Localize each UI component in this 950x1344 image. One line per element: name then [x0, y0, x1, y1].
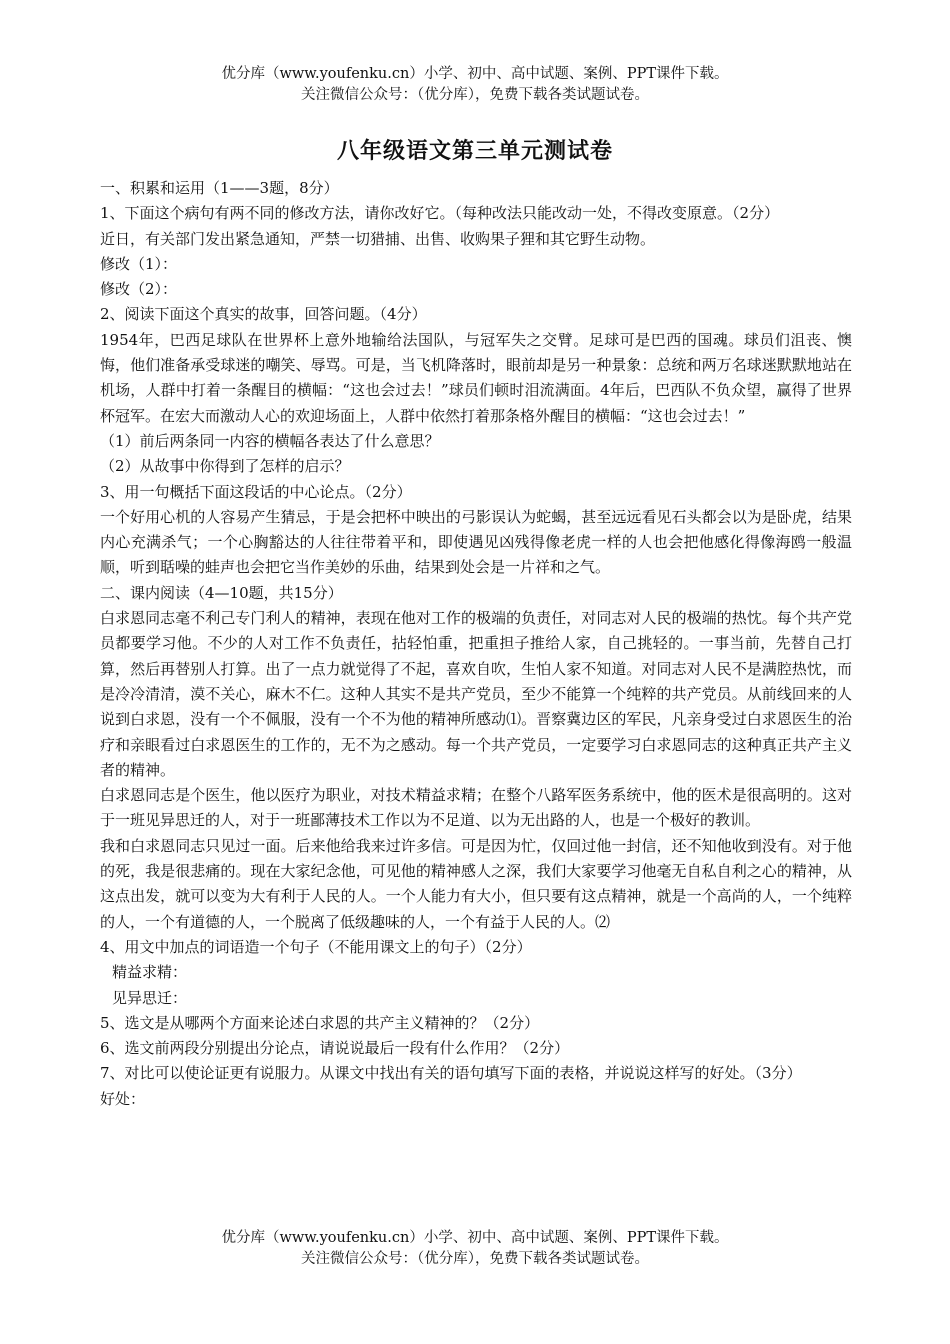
- question-1: 1、下面这个病句有两不同的修改方法，请你改好它。（每种改法只能改动一处，不得改变原意。（2分）: [100, 204, 780, 223]
- question-2-sub-2: （2）从故事中你得到了怎样的启示？: [100, 457, 350, 476]
- word-1: 精益求精：: [112, 963, 188, 982]
- question-2: 2、阅读下面这个真实的故事，回答问题。（4分）: [100, 305, 427, 324]
- reading-paragraph-2: 白求恩同志是个医生，他以医疗为职业，对技术精益求精；在整个八路军医务系统中，他的医术是很高明的。这对于一班见异思迁的人，对于一班鄙薄技术工作以为不足道、以为无出路的人，也是一个极好的教训。: [100, 786, 852, 830]
- document-body: [100, 176, 852, 1112]
- question-1-sentence: 近日，有关部门发出紧急通知，严禁一切猎捕、出售、收购果子狸和其它野生动物。: [100, 229, 656, 248]
- question-3: 3、用一句概括下面这段话的中心论点。（2分）: [100, 482, 412, 501]
- page-footer: [0, 1228, 950, 1270]
- question-6: 6、选文前两段分别提出分论点，请说说最后一段有什么作用？（2分）: [100, 1039, 570, 1058]
- section-1-heading: 一、积累和运用（1——3题，8分）: [100, 179, 339, 197]
- header-line-2: 关注微信公众号：（优分库），免费下载各类试题试卷。: [301, 87, 649, 103]
- word-2: 见异思迁：: [112, 988, 188, 1007]
- header-line-1: 优分库（www.youfenku.cn）小学、初中、高中试题、案例、PPT课件下载。: [221, 66, 729, 82]
- question-7: 7、对比可以使论证更有说服力。从课文中找出有关的语句填写下面的表格，并说说这样写的好处。（3分）: [100, 1064, 802, 1083]
- reading-paragraph-3: 我和白求恩同志只见过一面。后来他给我来过许多信。可是因为忙，仅回过他一封信，还不知他收到没有。对于他的死，我是很悲痛的。现在大家纪念他，可见他的精神感人之深，我们大家要学习他毫无自私自利之心的精神，从这点出发，就可以变为大有利于人民的人。一个人能力有大小，但只要有这点精神，就是一个高尚的人，一个纯粹的人，一个有道德的人，一个脱离了低级趣味的人，一个有益于人民的人。⑵: [100, 836, 852, 931]
- question-5: 5、选文是从哪两个方面来论述白求恩的共产主义精神的？（2分）: [100, 1013, 540, 1032]
- story-paragraph: 1954年，巴西足球队在世界杯上意外地输给法国队，与冠军失之交臂。足球可是巴西的国魂。球员们沮丧、懊悔，他们准备承受球迷的嘲笑、辱骂。可是，当飞机降落时，眼前却是另一种景象：总统和两万名球迷默默地站在机场，人群中打着一条醒目的横幅：“这也会过去！”球员们顿时泪流满面。4年后，巴西队不负众望，赢得了世界杯冠军。在宏大而激动人心的欢迎场面上，人群中依然打着那条格外醒目的横幅：“这也会过去！”: [100, 330, 852, 425]
- page-header: [0, 64, 950, 106]
- question-3-passage: 一个好用心机的人容易产生猜忌，于是会把杯中映出的弓影误认为蛇蝎，甚至远远看见石头都会以为是卧虎，结果内心充满杀气；一个心胸豁达的人往往带着平和，即使遇见凶残得像老虎一样的人也会把他感化得像海鸥一般温顺，听到聒噪的蛙声也会把它当作美妙的乐曲，结果到处会是一片祥和之气。: [100, 507, 852, 577]
- question-4: 4、用文中加点的词语造一个句子（不能用课文上的句子）（2分）: [100, 937, 532, 956]
- footer-line-1: 优分库（www.youfenku.cn）小学、初中、高中试题、案例、PPT课件下载。: [221, 1230, 729, 1246]
- benefit-label: 好处：: [100, 1089, 146, 1108]
- revision-1: 修改（1）：: [100, 254, 178, 273]
- footer-line-2: 关注微信公众号：（优分库），免费下载各类试题试卷。: [301, 1251, 649, 1267]
- question-2-sub-1: （1）前后两条同一内容的横幅各表达了什么意思？: [100, 431, 440, 450]
- revision-2: 修改（2）：: [100, 280, 178, 299]
- page-title: 八年级语文第三单元测试卷: [336, 138, 613, 164]
- section-2-heading: 二、课内阅读（4—10题，共15分）: [100, 583, 343, 602]
- reading-paragraph-1: 白求恩同志毫不利己专门利人的精神，表现在他对工作的极端的负责任，对同志对人民的极端的热忱。每个共产党员都要学习他。不少的人对工作不负责任，拈轻怕重，把重担子推给人家，自己挑轻的。一事当前，先替自己打算，然后再替别人打算。出了一点力就觉得了不起，喜欢自吹，生怕人家不知道。对同志对人民不是满腔热忱，而是冷冷清清，漠不关心，麻木不仁。这种人其实不是共产党员，至少不能算一个纯粹的共产党员。从前线回来的人说到白求恩，没有一个不佩服，没有一个不为他的精神所感动⑴。晋察冀边区的军民，凡亲身受过白求恩医生的治疗和亲眼看过白求恩医生的工作的，无不为之感动。每一个共产党员，一定要学习白求恩同志的这种真正共产主义者的精神。: [100, 609, 852, 779]
